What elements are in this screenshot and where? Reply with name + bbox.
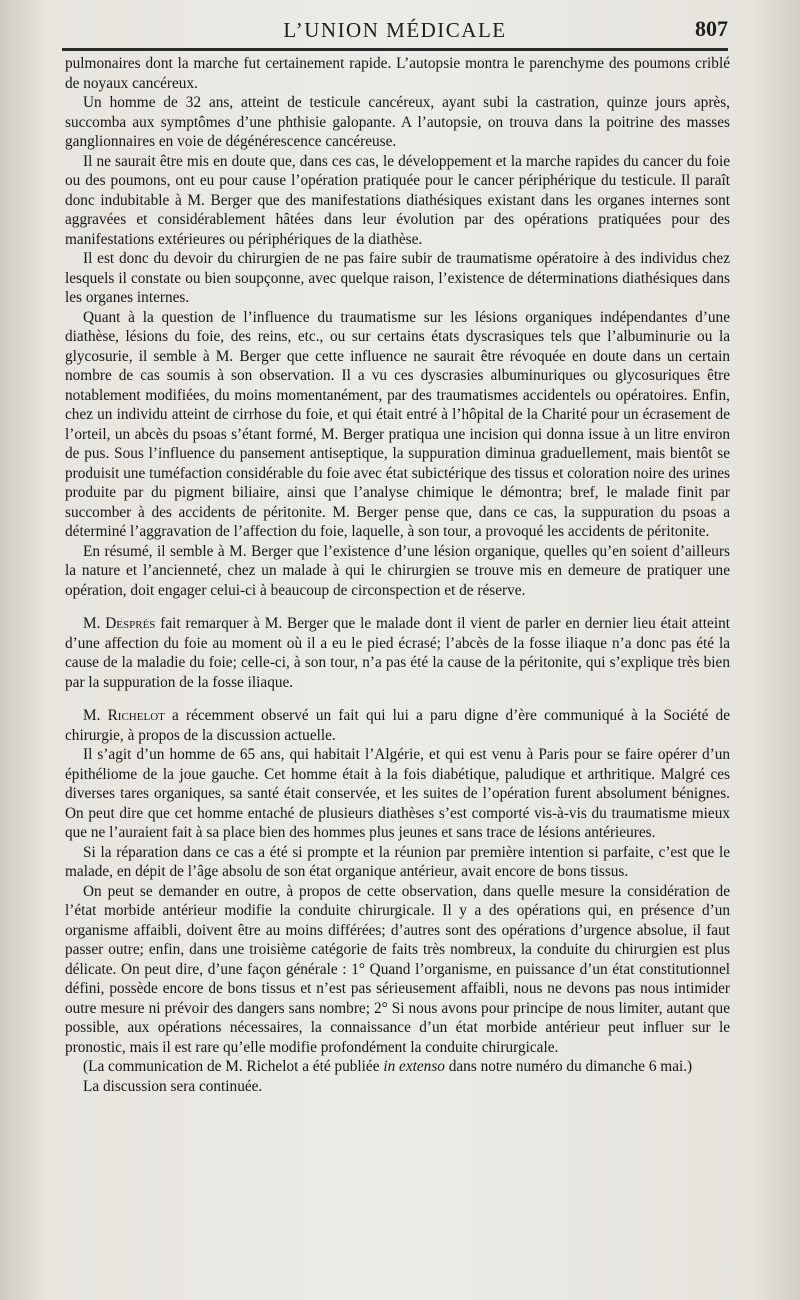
paragraph: Un homme de 32 ans, atteint de testicule cancéreux, ayant subi la castration, quinze jours après, succomba aux symptômes d’une phthisie galopante. A l’autopsie, on trouva dans la poitrine des masses ganglionnaires en voie de dégénérescence cancéreuse. [65,94,730,150]
paragraph: Il ne saurait être mis en doute que, dans ces cas, le développement et la marche rapides du cancer du foie ou des poumons, ont eu pour cause l’opération pratiquée pour le cancer périphérique du testicule. Il paraît donc indubitable à M. Berger que des manifestations diathésiques existant dans les organes internes sont aggravées et considérablement hâtées dans leur évolution par des opérations pratiquées pour des manifestations extérieures ou périphériques de la diathèse. [65,152,730,248]
paragraph: Il est donc du devoir du chirurgien de ne pas faire subir de traumatisme opératoire à des individus chez lesquels il constate ou bien soupçonne, avec quelque raison, l’existence de déterminations diathésiques dans les organes internes. [65,250,730,306]
paragraph: Quant à la question de l’influence du traumatisme sur les lésions organiques indépendantes d’une diathèse, lésions du foie, des reins, etc., ou sur certains états dyscrasiques tels que l’albuminurie ou la glycosurie, il semble à M. Berger que cette influence ne saurait être révoquée en doute dans un certain nombre de cas soumis à son observation. Il a vu ces dyscrasies albuminuriques ou glycosuriques être notablement modifiées, du moins momentanément, par des traumatismes accidentels ou opératoires. Enfin, chez un individu atteint de cirrhose du foie, et qui était entré à l’hôpital de la Charité pour un écrasement de l’orteil, un abcès du psoas s’étant formé, M. Berger pratiqua une incision qui donna issue à un litre environ de pus. Sous l’influence du pansement antiseptique, la suppuration diminua graduellement, mais bientôt se produisit une tuméfaction considérable du foie avec état subictérique des tissus et coloration noire des urines produite par du pigment biliaire, ainsi que l’analyse chimique le démontra; bref, le malade finit par succomber à des accidents de péritonite. M. Berger pense que, dans ce cas, la suppuration du psoas a déterminé l’aggravation de l’affection du foie, laquelle, à son tour, a provoqué les accidents de péritonite. [65,308,730,540]
running-header [62,14,728,46]
header-rule [62,48,728,51]
paragraph: pulmonaires dont la marche fut certainement rapide. L’autopsie montra le parenchyme des poumons criblé de noyaux cancéreux. [65,55,730,92]
page-number: 807 [695,16,728,41]
note-text: (La communication de M. Richelot a été publiée [83,1058,384,1075]
paragraph: En résumé, il semble à M. Berger que l’existence d’une lésion organique, quelles qu’en soient d’ailleurs la nature et l’ancienneté, chez un malade à qui le chirurgien se trouve mis en demeure de pratiquer une opération, doit engager celui-ci à beaucoup de circonspection et de réserve. [65,542,730,599]
paragraph-richelot [65,706,730,745]
italic-phrase: in extenso [383,1058,445,1075]
paragraph: Il s’agit d’un homme de 65 ans, qui habitait l’Algérie, et qui est venu à Paris pour se faire opérer d’un épithéliome de la joue gauche. Cet homme était à la fois diabétique, paludique et arthritique. Malgré ces diverses tares organiques, sa santé était conservée, et les suites de l’opération furent absolument bénignes. On peut dire que cet homme entaché de plusieurs diathèses s’est comporté vis-à-vis du traumatisme mieux que ne l’auraient fait à sa place bien des hommes plus jeunes et sans trace de lésions antérieures. [65,746,730,841]
speaker-name: M. Richelot [83,707,165,724]
paragraph-text: fait remarquer à M. Berger que le malade dont il vient de parler en dernier lieu était atteint d’une affection du foie au moment où il a eu le pied écrasé; l’abcès de la fosse iliaque n’a donc pas été la cause de la maladie du foie; celle-ci, à son tour, n’a pas été la cause de la péritonite, qui s’explique très bien par la suppuration de la fosse iliaque. [65,615,730,691]
paragraph-note [65,1057,730,1077]
paragraph-despres [65,614,730,692]
paragraph: Si la réparation dans ce cas a été si prompte et la réunion par première intention si parfaite, c’est que le malade, en dépit de l’âge absolu de son état organique antérieur, avait encore de bons tissus. [65,843,730,880]
note-text: dans notre numéro du dimanche 6 mai.) [444,1058,693,1075]
paragraph-closing: La discussion sera continuée. [83,1077,263,1095]
journal-title: L’UNION MÉDICALE [283,18,507,42]
paragraph-text: a récemment observé un fait qui lui a paru digne d’ère communiqué à la Société de chirurgie, à propos de la discussion actuelle. [65,707,730,744]
speaker-name: M. Després [83,615,156,632]
article-body [65,54,730,1096]
paragraph: On peut se demander en outre, à propos de cette observation, dans quelle mesure la considération de l’état morbide antérieur modifie la conduite chirurgicale. Il y a des opérations qui, en présence d’un organisme affaibli, doivent être au moins différées; d’autres sont des opérations d’urgence absolue, il faut passer outre; enfin, dans une troisième catégorie de faits très nombreux, la conduite du chirurgien est plus délicate. On peut dire, d’une façon générale : 1° Quand l’organisme, en puissance d’un état constitutionnel défini, possède encore de bons tissus et n’est pas sérieusement affaibli, nous ne devons pas nous intimider outre mesure ni prévoir des dangers sans nombre; 2° Si nous avons pour principe de nous limiter, autant que possible, aux opérations nécessaires, la connaissance d’un état morbide antérieur peut influer sur le pronostic, mais il est rare qu’elle modifie profondément la conduite chirurgicale. [65,882,730,1056]
